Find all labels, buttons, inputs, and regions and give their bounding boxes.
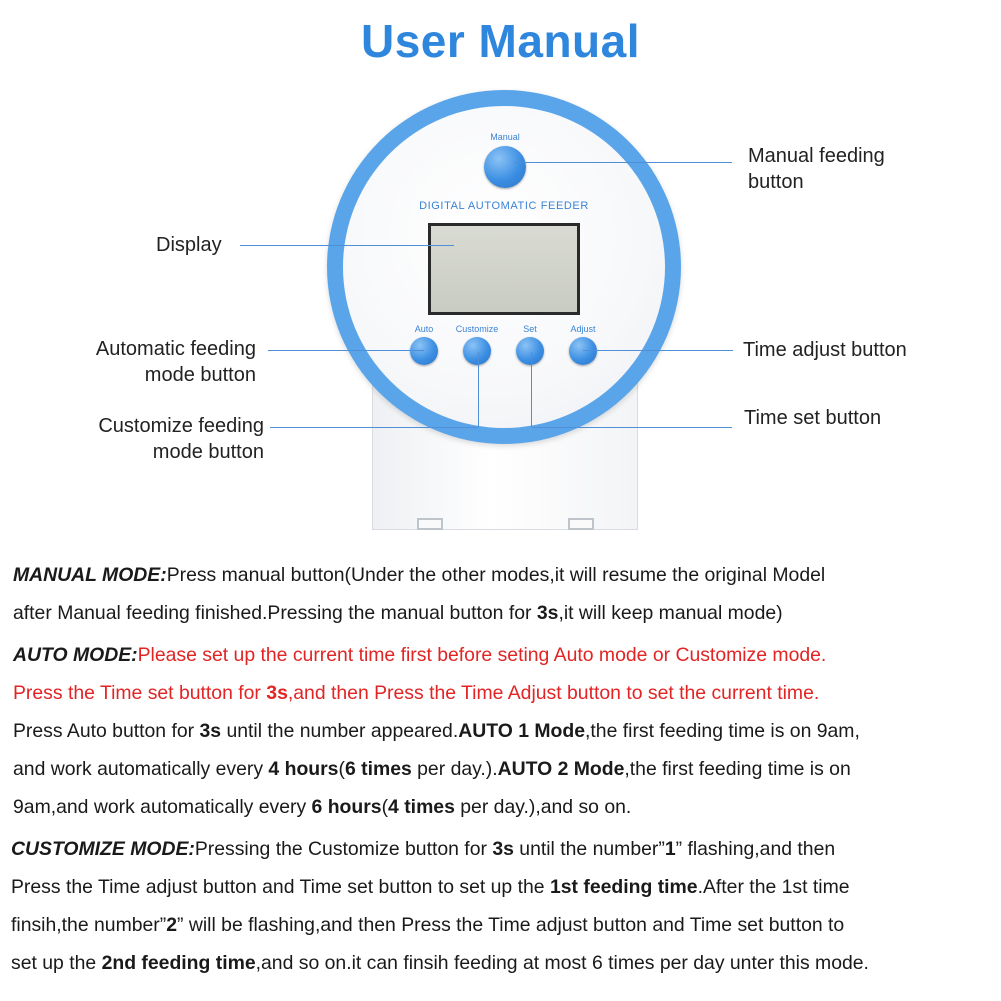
leader-line (532, 427, 732, 428)
leader-line (270, 427, 478, 428)
customize-mode-line-4 (11, 944, 998, 982)
callout-text: mode button (144, 364, 256, 386)
text: 6 hours (311, 796, 382, 818)
text: finsih,the number” (11, 914, 167, 936)
auto-button (410, 337, 438, 365)
text: 4 times (388, 796, 455, 818)
text: 2 (166, 914, 177, 936)
manual-feeding-button (484, 146, 526, 188)
text: 3s (199, 720, 222, 742)
page-title: User Manual (360, 15, 641, 67)
base-slot (417, 518, 443, 530)
text: Press manual button(Under the other modes,it will resume the original Model (166, 564, 826, 586)
text: ” will be flashing,and then Press the Time adjust button and Time set button to (177, 914, 845, 936)
text: until the number” (513, 838, 665, 860)
leader-line (531, 352, 532, 427)
text: AUTO 2 Mode (497, 758, 625, 780)
callout-customize-mode (80, 413, 264, 465)
customize-mode-title: CUSTOMIZE MODE: (11, 838, 195, 860)
text: 4 hours (268, 758, 339, 780)
text: 1 (664, 838, 676, 860)
text: per day.). (411, 758, 498, 780)
lcd-display (428, 223, 580, 315)
warning-text: Please set up the current time first before seting Auto mode or Customize mode. (137, 644, 827, 666)
callout-text: Customize feeding (98, 415, 264, 437)
text: Press Auto button for (13, 720, 200, 742)
text: ,the first feeding time is on 9am, (585, 720, 860, 742)
callout-text: Automatic feeding (95, 338, 256, 360)
text: ,it will keep manual mode) (558, 602, 783, 624)
text: 6 times (344, 758, 412, 780)
text: after Manual feeding finished.Pressing the manual button for (13, 602, 537, 624)
auto-mode-title: AUTO MODE: (13, 644, 138, 666)
feeder-device (327, 90, 681, 444)
customize-button-label: Customize (455, 324, 499, 334)
text: Press the Time adjust button and Time set button to set up the (11, 876, 550, 898)
customize-mode-line-2 (11, 868, 998, 906)
leader-line (478, 352, 479, 427)
manual-mode-line-1 (13, 556, 998, 594)
set-button (516, 337, 544, 365)
customize-mode-line-3 (11, 906, 998, 944)
leader-line (514, 162, 732, 163)
base-slot (568, 518, 594, 530)
text: ,and so on.it can finsih feeding at most 6 times per day unter this mode. (255, 952, 869, 974)
text: per day.),and so on. (454, 796, 632, 818)
callout-display: Display (156, 234, 222, 256)
callout-text: mode button (152, 441, 264, 463)
adjust-button (569, 337, 597, 365)
device-brand: DIGITAL AUTOMATIC FEEDER (419, 200, 589, 212)
adjust-button-label: Adjust (570, 324, 596, 334)
auto-button-label: Auto (414, 324, 434, 334)
text: ” flashing,and then (675, 838, 836, 860)
auto-mode-line-5 (13, 788, 998, 826)
callout-auto-mode (80, 336, 256, 388)
text: 2nd feeding time (101, 952, 256, 974)
callout-text: button (748, 171, 804, 193)
callout-text: Manual feeding (748, 145, 885, 167)
text: .After the 1st time (697, 876, 850, 898)
text: AUTO 1 Mode (458, 720, 586, 742)
text: 9am,and work automatically every (13, 796, 312, 818)
text: set up the (11, 952, 102, 974)
text: ( (338, 758, 345, 780)
text: Pressing the Customize button for (194, 838, 493, 860)
text: 3s (492, 838, 514, 860)
text: 1st feeding time (549, 876, 698, 898)
auto-mode-line-1 (13, 636, 998, 674)
warning-text: ,and then Press the Time Adjust button to set the current time. (287, 682, 820, 704)
callout-time-adjust: Time adjust button (743, 339, 907, 361)
leader-line (583, 350, 733, 351)
warning-text: Press the Time set button for (13, 682, 267, 704)
callout-time-set: Time set button (744, 407, 882, 429)
customize-mode-line-1 (11, 830, 998, 868)
manual-button-label: Manual (490, 132, 520, 142)
customize-button (463, 337, 491, 365)
manual-mode-line-2 (13, 594, 998, 632)
instructions (13, 556, 998, 982)
text: ( (381, 796, 389, 818)
text: until the number appeared. (221, 720, 459, 742)
auto-mode-line-2 (13, 674, 998, 712)
leader-line (240, 245, 454, 246)
manual-mode-title: MANUAL MODE: (13, 564, 167, 586)
auto-mode-line-4 (13, 750, 998, 788)
auto-mode-line-3 (13, 712, 998, 750)
callout-manual-feeding (748, 143, 885, 195)
text: 3s (536, 602, 559, 624)
set-button-label: Set (523, 324, 537, 334)
leader-line (268, 350, 424, 351)
warning-text: 3s (266, 682, 288, 704)
text: ,the first feeding time is on (624, 758, 851, 780)
text: and work automatically every (13, 758, 269, 780)
